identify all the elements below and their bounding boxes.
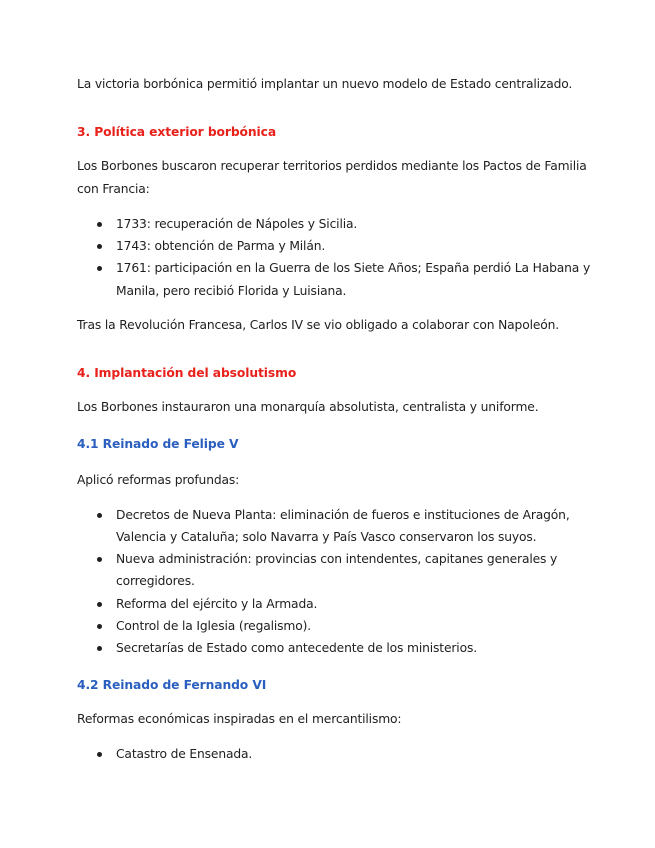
list-item: Reforma del ejército y la Armada. bbox=[116, 597, 318, 611]
section-4-paragraph: Los Borbones instauraron una monarquía absolutista, centralista y uniforme. bbox=[77, 400, 539, 414]
list-item-continuation: Valencia y Cataluña; solo Navarra y País Vasco conservaron los suyos. bbox=[116, 530, 537, 544]
subsection-4-1-heading: 4.1 Reinado de Felipe V bbox=[77, 437, 239, 451]
bullet-icon bbox=[97, 624, 102, 629]
list-item: Catastro de Ensenada. bbox=[116, 747, 253, 761]
bullet-icon bbox=[97, 646, 102, 651]
list-item: Control de la Iglesia (regalismo). bbox=[116, 619, 312, 633]
bullet-icon bbox=[97, 602, 102, 607]
bullet-icon bbox=[97, 244, 102, 249]
list-item-continuation: Manila, pero recibió Florida y Luisiana. bbox=[116, 284, 347, 298]
list-item: 1743: obtención de Parma y Milán. bbox=[116, 239, 326, 253]
bullet-icon bbox=[97, 266, 102, 271]
list-item: Decretos de Nueva Planta: eliminación de fueros e instituciones de Aragón, bbox=[116, 508, 570, 522]
list-item: Secretarías de Estado como antecedente de los ministerios. bbox=[116, 641, 477, 655]
intro-paragraph: La victoria borbónica permitió implantar un nuevo modelo de Estado centralizado. bbox=[77, 77, 573, 91]
section-3-closing: Tras la Revolución Francesa, Carlos IV se vio obligado a colaborar con Napoleón. bbox=[77, 318, 560, 332]
bullet-icon bbox=[97, 752, 102, 757]
list-item: 1761: participación en la Guerra de los Siete Años; España perdió La Habana y bbox=[116, 261, 591, 275]
section-3-paragraph-line1: Los Borbones buscaron recuperar territorios perdidos mediante los Pactos de Familia bbox=[77, 159, 587, 173]
list-item: Nueva administración: provincias con intendentes, capitanes generales y bbox=[116, 552, 558, 566]
subsection-4-1-intro: Aplicó reformas profundas: bbox=[77, 473, 240, 487]
list-item: 1733: recuperación de Nápoles y Sicilia. bbox=[116, 217, 358, 231]
section-3-heading: 3. Política exterior borbónica bbox=[77, 125, 277, 139]
section-3-paragraph-line2: con Francia: bbox=[77, 182, 150, 196]
list-item-continuation: corregidores. bbox=[116, 574, 195, 588]
bullet-icon bbox=[97, 557, 102, 562]
section-4-heading: 4. Implantación del absolutismo bbox=[77, 366, 297, 380]
subsection-4-2-intro: Reformas económicas inspiradas en el mercantilismo: bbox=[77, 712, 402, 726]
bullet-icon bbox=[97, 222, 102, 227]
subsection-4-2-heading: 4.2 Reinado de Fernando VI bbox=[77, 678, 267, 692]
bullet-icon bbox=[97, 513, 102, 518]
